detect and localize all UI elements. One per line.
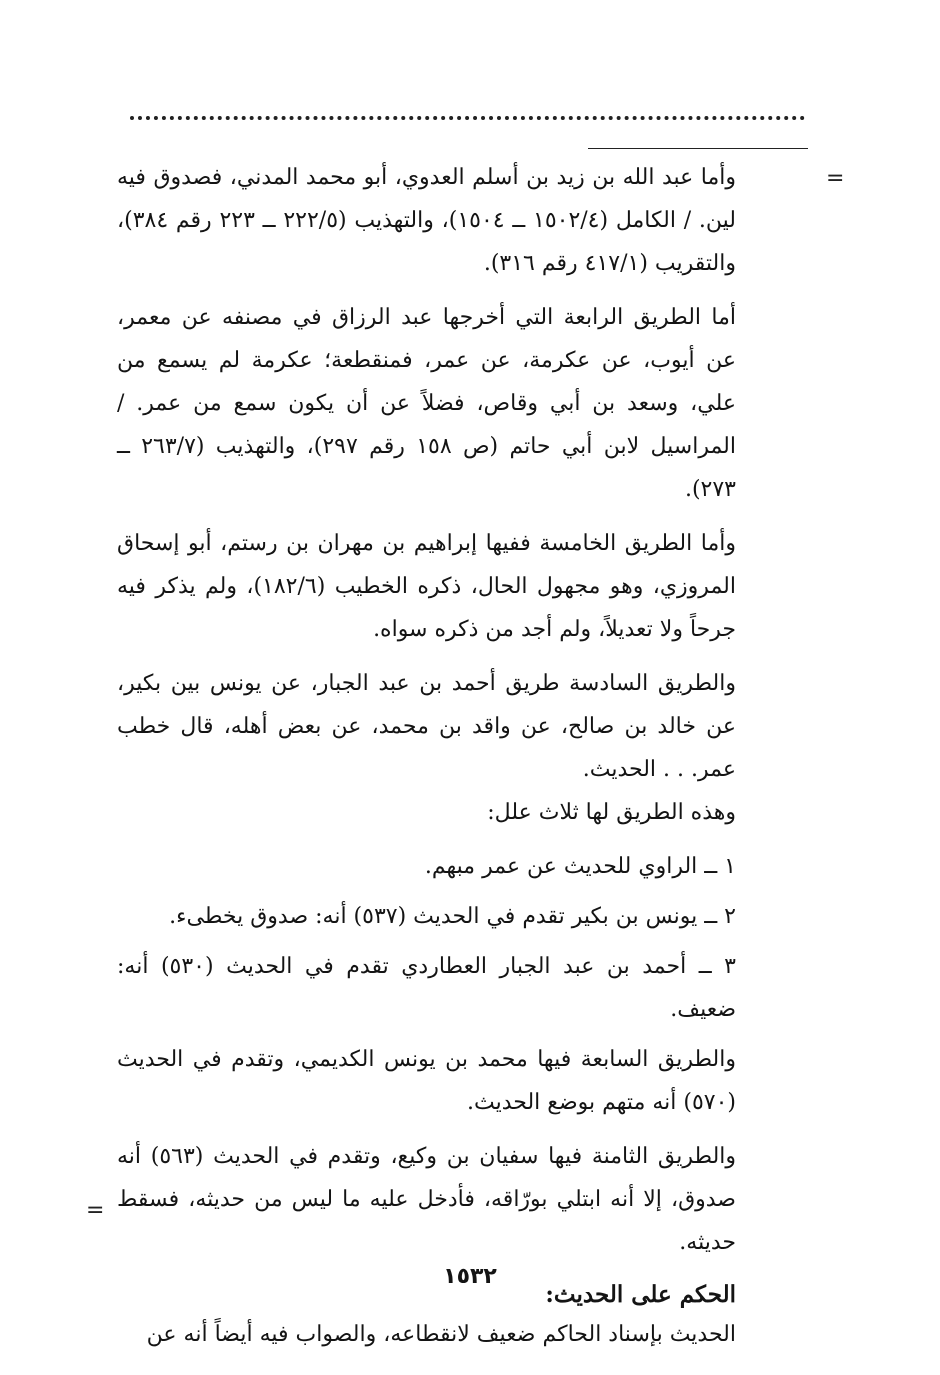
list-item: ٢ ــ يونس بن بكير تقدم في الحديث (٥٣٧) أنه: صدوق يخطىء.: [169, 904, 736, 929]
defects-list: [117, 845, 736, 1031]
paragraph-fourth-route: أما الطريق الرابعة التي أخرجها عبد الرزاق في مصنفه عن معمر، عن أيوب، عن عكرمة، عن عمر، فمنقطعة؛ عكرمة لم يسمع من علي، وسعد بن أبي وقاص، فضلاً عن أن يكون سمع من عمر. / المراسيل لابن أبي حاتم (ص ١٥٨ رقم ٢٩٧)، والتهذيب (٢٦٣/٧ ــ ٢٧٣).: [117, 305, 736, 502]
paragraph-seventh-route: والطريق السابعة فيها محمد بن يونس الكديمي، وتقدم في الحديث (٥٧٠) أنه متهم بوضع الحديث.: [117, 1047, 736, 1115]
continuation-mark-bottom: =: [86, 1198, 105, 1223]
footnote-separator-rule: [588, 148, 808, 149]
paragraph-sixth-route: والطريق السادسة طريق أحمد بن عبد الجبار، عن يونس بين بكير، عن خالد بن صالح، عن واقد بن محمد، عن بعض أهله، قال خطب عمر. . . الحديث.: [117, 671, 736, 782]
list-item: ١ ــ الراوي للحديث عن عمر مبهم.: [424, 854, 736, 879]
list-item: ٣ ــ أحمد بن عبد الجبار العطاردي تقدم في الحديث (٥٣٠) أنه: ضعيف.: [117, 954, 736, 1022]
paragraph-abdullah-ibn-zayd: وأما عبد الله بن زيد بن أسلم العدوي، أبو محمد المدني، فصدوق فيه لين. / الكامل (١٥٠٢/٤ ــ ١٥٠٤)، والتهذيب (٢٢٢/٥ ــ ٢٢٣ رقم ٣٨٤)، والتقريب (٤١٧/١ رقم ٣١٦).: [117, 165, 736, 276]
page-number: ١٥٣٢: [443, 1264, 497, 1289]
paragraph-three-defects-intro: وهذه الطريق لها ثلاث علل:: [487, 800, 736, 825]
footnote-text-block: [117, 156, 736, 1355]
continuation-mark-top: =: [826, 166, 845, 191]
header-dotted-rule: [130, 116, 805, 120]
verdict-heading: الحكم على الحديث:: [545, 1281, 736, 1308]
paragraph-fifth-route: وأما الطريق الخامسة ففيها إبراهيم بن مهران بن رستم، أبو إسحاق المروزي، وهو مجهول الحال، ذكره الخطيب (١٨٢/٦)، ولم يذكر فيه جرحاً ولا تعديلاً، ولم أجد من ذكره سواه.: [117, 531, 736, 642]
verdict-text: الحديث بإسناد الحاكم ضعيف لانقطاعه، والصواب فيه أيضاً أنه عن: [146, 1322, 736, 1347]
paragraph-eighth-route: والطريق الثامنة فيها سفيان بن وكيع، وتقدم في الحديث (٥٦٣) أنه صدوق، إلا أنه ابتلي بورّاقه، فأدخل عليه ما ليس من حديثه، فسقط حديثه.: [117, 1144, 737, 1255]
